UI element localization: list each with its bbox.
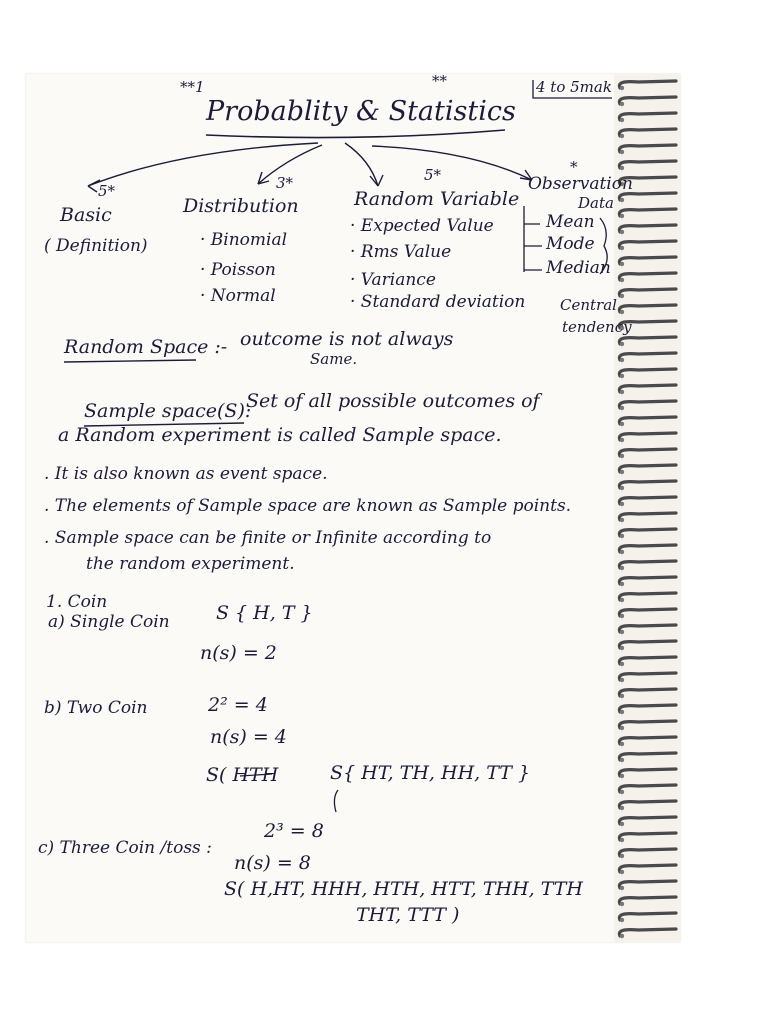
rv-item-1: · Expected Value — [350, 216, 494, 236]
spiral-hole — [620, 902, 624, 906]
spiral-hole — [620, 694, 624, 698]
spiral-hole — [620, 774, 624, 778]
spiral-binding — [614, 74, 680, 942]
observation-item-mode: Mode — [546, 234, 595, 254]
three-coin-set-2: THT, TTT ) — [356, 904, 460, 926]
spiral-background — [614, 74, 680, 942]
spiral-hole — [620, 198, 624, 202]
spiral-hole — [620, 454, 624, 458]
two-coin-work: S( HTH — [206, 764, 279, 786]
two-coin-power: 2² = 4 — [208, 694, 268, 716]
rv-item-2: · Rms Value — [350, 242, 452, 262]
observation-item-mean: Mean — [546, 212, 595, 232]
spiral-hole — [620, 470, 624, 474]
distribution-label: Distribution — [183, 195, 299, 217]
spiral-hole — [620, 854, 624, 858]
distribution-item-2: · Poisson — [200, 260, 276, 280]
title-stars-right: ** — [432, 72, 447, 90]
spiral-hole — [620, 838, 624, 842]
spiral-hole — [620, 646, 624, 650]
observation-label: Observation — [528, 174, 633, 194]
spiral-hole — [620, 518, 624, 522]
spiral-hole — [620, 134, 624, 138]
spiral-hole — [620, 102, 624, 106]
spiral-hole — [620, 118, 624, 122]
spiral-hole — [620, 934, 624, 938]
spiral-hole — [620, 374, 624, 378]
sample-bullet-1: . It is also known as event space. — [44, 464, 328, 484]
spiral-hole — [620, 582, 624, 586]
spiral-hole — [620, 262, 624, 266]
rv-item-4: · Standard deviation — [350, 292, 526, 312]
spiral-hole — [620, 406, 624, 410]
spiral-hole — [620, 294, 624, 298]
observation-item-median: Median — [546, 258, 611, 278]
random-space-def: outcome is not always — [240, 328, 454, 350]
spiral-hole — [620, 566, 624, 570]
spiral-hole — [620, 358, 624, 362]
random-variable-stars: 5* — [424, 166, 442, 184]
spiral-hole — [620, 550, 624, 554]
single-coin-count: n(s) = 2 — [200, 642, 277, 664]
observation-stars: * — [570, 158, 578, 176]
distribution-stars: 3* — [276, 174, 294, 192]
spiral-hole — [620, 678, 624, 682]
spiral-hole — [620, 502, 624, 506]
spiral-hole — [620, 662, 624, 666]
spiral-hole — [620, 758, 624, 762]
spiral-hole — [620, 806, 624, 810]
basic-label: Basic — [60, 204, 112, 226]
spiral-hole — [620, 150, 624, 154]
random-space-term: Random Space :- — [64, 336, 228, 358]
spiral-hole — [620, 742, 624, 746]
three-coin-power: 2³ = 8 — [264, 820, 324, 842]
spiral-hole — [620, 726, 624, 730]
spiral-hole — [620, 86, 624, 90]
single-coin-set: S { H, T } — [216, 602, 313, 624]
spiral-hole — [620, 230, 624, 234]
spiral-hole — [620, 790, 624, 794]
spiral-hole — [620, 422, 624, 426]
spiral-hole — [620, 166, 624, 170]
central-note-2: tendency — [562, 318, 632, 336]
sample-bullet-cont: the random experiment. — [86, 554, 295, 574]
three-coin-set-1: S( H,HT, HHH, HTH, HTT, THH, TTH — [224, 878, 583, 900]
distribution-item-3: · Normal — [200, 286, 276, 306]
basic-stars: 5* — [98, 182, 116, 200]
rv-item-3: · Variance — [350, 270, 436, 290]
spiral-hole — [620, 598, 624, 602]
marks-note: 4 to 5mak — [536, 78, 612, 96]
sample-space-def: Set of all possible outcomes of — [246, 390, 540, 412]
observation-label-2: Data — [578, 194, 614, 212]
coin-heading: 1. Coin — [46, 592, 108, 612]
spiral-hole — [620, 438, 624, 442]
spiral-hole — [620, 822, 624, 826]
title-stars-left: **1 — [180, 78, 205, 96]
basic-sub: ( Definition) — [44, 236, 148, 256]
spiral-hole — [620, 870, 624, 874]
spiral-hole — [620, 886, 624, 890]
spiral-hole — [620, 390, 624, 394]
spiral-hole — [620, 630, 624, 634]
sample-space-def-2: a Random experiment is called Sample space. — [58, 424, 502, 446]
spiral-hole — [620, 710, 624, 714]
spiral-hole — [620, 246, 624, 250]
three-coin-count: n(s) = 8 — [234, 852, 311, 874]
single-coin-label: a) Single Coin — [48, 612, 170, 632]
two-coin-set: S{ HT, TH, HH, TT } — [330, 762, 531, 784]
spiral-hole — [620, 310, 624, 314]
two-coin-count: n(s) = 4 — [210, 726, 287, 748]
distribution-item-1: · Binomial — [200, 230, 288, 250]
random-variable-label: Random Variable — [354, 188, 520, 210]
spiral-hole — [620, 278, 624, 282]
central-note-1: Central — [560, 296, 617, 314]
spiral-hole — [620, 486, 624, 490]
sample-space-term: Sample space(S): — [84, 400, 252, 422]
two-coin-label: b) Two Coin — [44, 698, 148, 718]
spiral-hole — [620, 534, 624, 538]
spiral-hole — [620, 918, 624, 922]
sample-bullet-3: . Sample space can be finite or Infinite according to — [44, 528, 492, 548]
spiral-hole — [620, 614, 624, 618]
page-title: Probablity & Statistics — [206, 96, 516, 127]
three-coin-label: c) Three Coin /toss : — [38, 838, 212, 858]
sample-bullet-2: . The elements of Sample space are known as Sample points. — [44, 496, 572, 516]
spiral-hole — [620, 342, 624, 346]
random-space-def-2: Same. — [310, 350, 358, 368]
spiral-hole — [620, 214, 624, 218]
